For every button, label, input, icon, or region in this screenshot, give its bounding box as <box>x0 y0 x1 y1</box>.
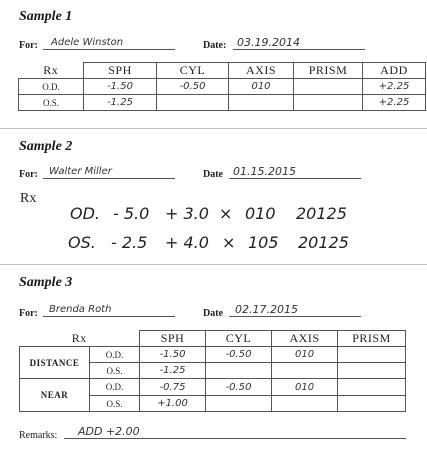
sample3-header-cyl: CYL <box>206 331 272 347</box>
sample2-date-label: Date <box>203 169 223 180</box>
cell-sph[interactable]: -1.50 <box>140 347 206 363</box>
remarks-value: ADD +2.00 <box>78 425 140 438</box>
table-row <box>19 95 426 111</box>
row-label-od: O.D. <box>19 79 84 95</box>
cell-axis[interactable] <box>229 95 294 111</box>
cell-sph[interactable]: -1.25 <box>84 95 157 111</box>
sample1-header-sph: SPH <box>84 63 157 79</box>
sample2-date-value: 01.15.2015 <box>233 165 296 178</box>
acuity-value: 20125 <box>298 233 349 252</box>
sample1-patient-field[interactable] <box>43 36 175 50</box>
table-row <box>19 79 426 95</box>
sample3-rx-table <box>19 330 406 412</box>
cell-prism[interactable] <box>294 79 363 95</box>
sample1-header-add: ADD <box>363 63 426 79</box>
cell-cyl[interactable]: -0.50 <box>206 347 272 363</box>
sample1-header-prism: PRISM <box>294 63 363 79</box>
cell-prism[interactable] <box>294 95 363 111</box>
row-label-os: O.S. <box>90 396 140 412</box>
eye-label: OS. <box>68 233 96 252</box>
section-divider <box>0 264 427 265</box>
sample1-header-rx: Rx <box>19 63 84 79</box>
sample2-date-field[interactable] <box>229 165 361 179</box>
group-label-near: NEAR <box>20 379 90 412</box>
cell-prism[interactable] <box>338 396 406 412</box>
cell-sph[interactable]: -1.25 <box>140 363 206 379</box>
times-sign: × <box>222 233 236 252</box>
sample3-date-field[interactable] <box>229 303 361 317</box>
sample3-date-label: Date <box>203 308 223 319</box>
cell-axis[interactable]: 010 <box>229 79 294 95</box>
sample3-patient-name: Brenda Roth <box>49 304 112 315</box>
sample2-rx-line-od <box>0 204 427 224</box>
cell-add[interactable]: +2.25 <box>363 79 426 95</box>
sample2-rx-label: Rx <box>20 191 37 206</box>
row-label-od: O.D. <box>90 379 140 396</box>
sample3-header-sph: SPH <box>140 331 206 347</box>
sample3-header-axis: AXIS <box>272 331 338 347</box>
sample2-patient-name: Walter Miller <box>49 166 112 177</box>
sample1-date-field[interactable] <box>233 36 365 50</box>
cell-sph[interactable]: +1.00 <box>140 396 206 412</box>
cell-cyl[interactable]: -0.50 <box>206 379 272 396</box>
sample2-for-label: For: <box>19 169 38 180</box>
row-label-os: O.S. <box>19 95 84 111</box>
sample2-title: Sample 2 <box>19 139 73 154</box>
sample3-title: Sample 3 <box>19 275 73 290</box>
cell-cyl[interactable] <box>157 95 229 111</box>
cell-sph[interactable]: -0.75 <box>140 379 206 396</box>
cell-axis[interactable] <box>272 396 338 412</box>
cell-axis[interactable] <box>272 363 338 379</box>
sample1-header-cyl: CYL <box>157 63 229 79</box>
cell-prism[interactable] <box>338 379 406 396</box>
sample1-date-label: Date: <box>203 40 227 51</box>
cell-prism[interactable] <box>338 363 406 379</box>
sample3-patient-field[interactable] <box>43 303 175 317</box>
sample2-patient-field[interactable] <box>43 165 175 179</box>
sph-value: - 5.0 <box>113 204 150 223</box>
times-sign: × <box>219 204 233 223</box>
sample3-header-prism: PRISM <box>338 331 406 347</box>
sample1-for-label: For: <box>19 40 38 51</box>
sample1-header-axis: AXIS <box>229 63 294 79</box>
cyl-value: + 3.0 <box>165 204 209 223</box>
row-label-os: O.S. <box>90 363 140 379</box>
cell-axis[interactable]: 010 <box>272 379 338 396</box>
eye-label: OD. <box>70 204 100 223</box>
sample1-patient-name: Adele Winston <box>51 37 124 48</box>
section-divider <box>0 128 427 129</box>
table-row <box>20 347 406 363</box>
cyl-value: + 4.0 <box>165 233 209 252</box>
sph-value: - 2.5 <box>111 233 148 252</box>
cell-cyl[interactable] <box>206 396 272 412</box>
cell-cyl[interactable]: -0.50 <box>157 79 229 95</box>
cell-sph[interactable]: -1.50 <box>84 79 157 95</box>
cell-prism[interactable] <box>338 347 406 363</box>
axis-value: 105 <box>248 233 279 252</box>
sample3-date-value: 02.17.2015 <box>235 303 298 316</box>
sample1-title: Sample 1 <box>19 9 73 24</box>
sample1-date-value: 03.19.2014 <box>237 36 300 49</box>
row-label-od: O.D. <box>90 347 140 363</box>
cell-axis[interactable]: 010 <box>272 347 338 363</box>
cell-cyl[interactable] <box>206 363 272 379</box>
remarks-label: Remarks: <box>19 430 58 441</box>
sample1-rx-table <box>18 62 426 111</box>
cell-add[interactable]: +2.25 <box>363 95 426 111</box>
remarks-field[interactable] <box>64 425 406 439</box>
group-label-distance: DISTANCE <box>20 347 90 379</box>
axis-value: 010 <box>245 204 276 223</box>
sample3-header-rx: Rx <box>20 331 140 347</box>
sample3-for-label: For: <box>19 308 38 319</box>
table-row <box>20 379 406 396</box>
acuity-value: 20125 <box>296 204 347 223</box>
sample2-rx-line-os <box>0 233 427 253</box>
